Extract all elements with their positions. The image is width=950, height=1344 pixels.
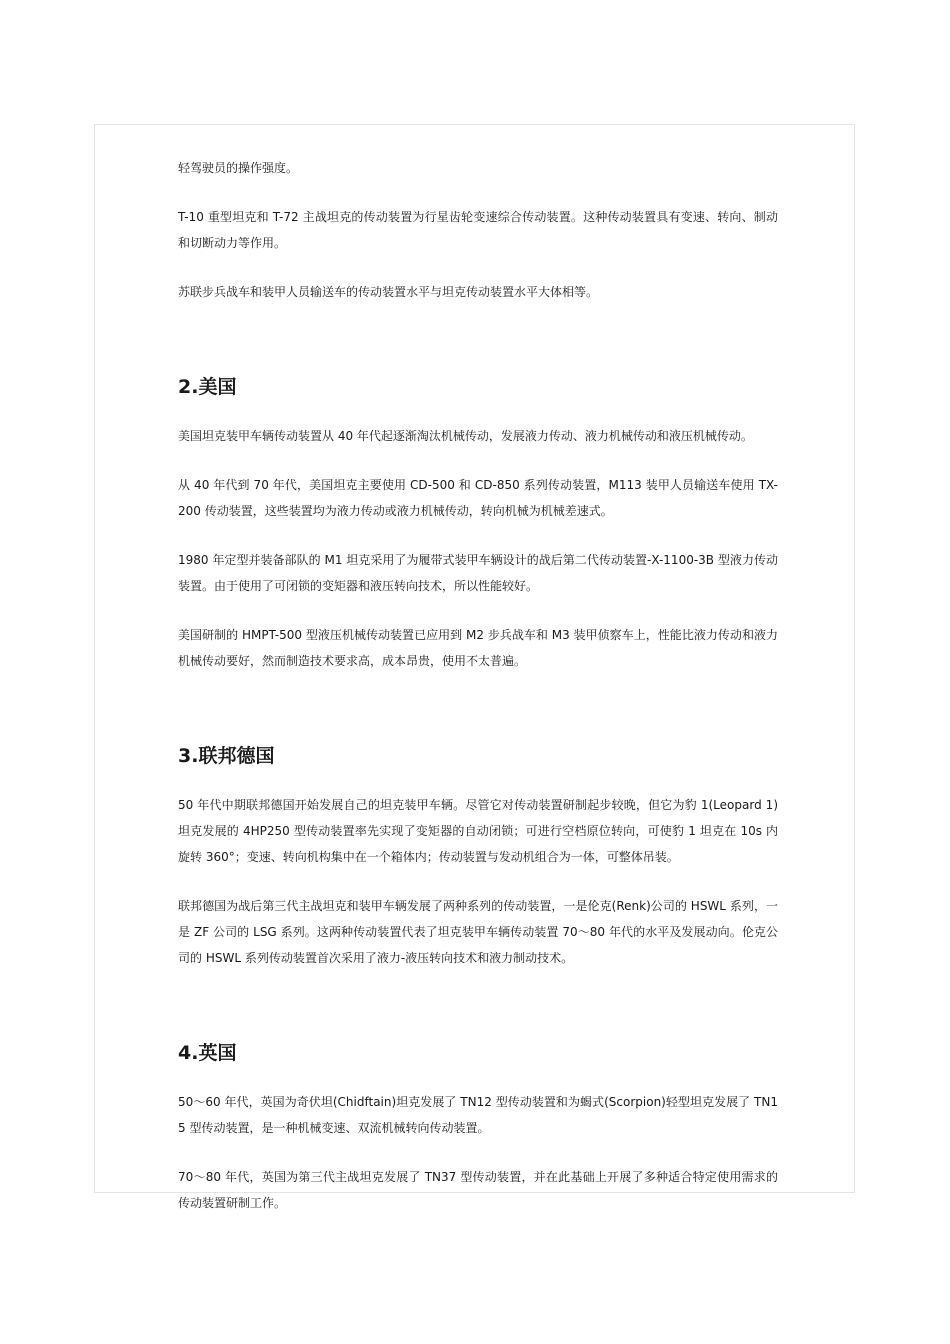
body-paragraph: 美国研制的 HMPT-500 型液压机械传动装置已应用到 M2 步兵战车和 M3 装甲侦察车上，性能比液力传动和液力机械传动要好，然而制造技术要求高，成本昂贵，使用不太普遍。 bbox=[178, 628, 778, 668]
body-paragraph: 50～60 年代，英国为奇伏坦(Chidftain)坦克发展了 TN12 型传动装置和为蝎式(Scorpion)轻型坦克发展了 TN15 型传动装置，是一种机械变速、双流机械转向传动装置。 bbox=[178, 1095, 778, 1135]
body-paragraph: 苏联步兵战车和装甲人员输送车的传动装置水平与坦克传动装置水平大体相等。 bbox=[178, 285, 599, 299]
body-paragraph: 50 年代中期联邦德国开始发展自己的坦克装甲车辆。尽管它对传动装置研制起步较晚，但它为豹 1(Leopard 1)坦克发展的 4HP250 型传动装置率先实现了变矩器的自动闭锁；可进行空档原位转向，可使豹 1 坦克在 10s 内旋转 360°；变速、转向机构集中在一个箱体内；传动装置与发动机组合为一体，可整体吊装。 bbox=[178, 798, 778, 864]
body-paragraph: 70～80 年代，英国为第三代主战坦克发展了 TN37 型传动装置，并在此基础上开展了多种适合特定使用需求的传动装置研制工作。 bbox=[178, 1170, 778, 1210]
body-paragraph: T-10 重型坦克和 T-72 主战坦克的传动装置为行星齿轮变速综合传动装置。这种传动装置具有变速、转向、制动和切断动力等作用。 bbox=[178, 210, 778, 250]
document-body bbox=[178, 155, 778, 1239]
body-paragraph: 联邦德国为战后第三代主战坦克和装甲车辆发展了两种系列的传动装置，一是伦克(Renk)公司的 HSWL 系列，一是 ZF 公司的 LSG 系列。这两种传动装置代表了坦克装甲车辆传动装置 70～80 年代的水平及发展动向。伦克公司的 HSWL 系列传动装置首次采用了液力-液压转向技术和液力制动技术。 bbox=[178, 899, 778, 965]
body-paragraph: 美国坦克装甲车辆传动装置从 40 年代起逐渐淘汰机械传动，发展液力传动、液力机械传动和液压机械传动。 bbox=[178, 429, 753, 443]
body-paragraph: 1980 年定型并装备部队的 M1 坦克采用了为履带式装甲车辆设计的战后第二代传动装置-X-1100-3B 型液力传动装置。由于使用了可闭锁的变矩器和液压转向技术，所以性能较好。 bbox=[178, 553, 778, 593]
section-heading-west-germany: 3.联邦德国 bbox=[178, 745, 275, 767]
section-heading-usa: 2.美国 bbox=[178, 376, 237, 398]
document-page bbox=[94, 124, 855, 1210]
body-paragraph: 从 40 年代到 70 年代，美国坦克主要使用 CD-500 和 CD-850 系列传动装置，M113 装甲人员输送车使用 TX-200 传动装置，这些装置均为液力传动或液力机械传动，转向机械为机械差速式。 bbox=[178, 478, 778, 518]
section-heading-uk: 4.英国 bbox=[178, 1042, 237, 1064]
body-paragraph: 轻驾驶员的操作强度。 bbox=[178, 161, 299, 175]
